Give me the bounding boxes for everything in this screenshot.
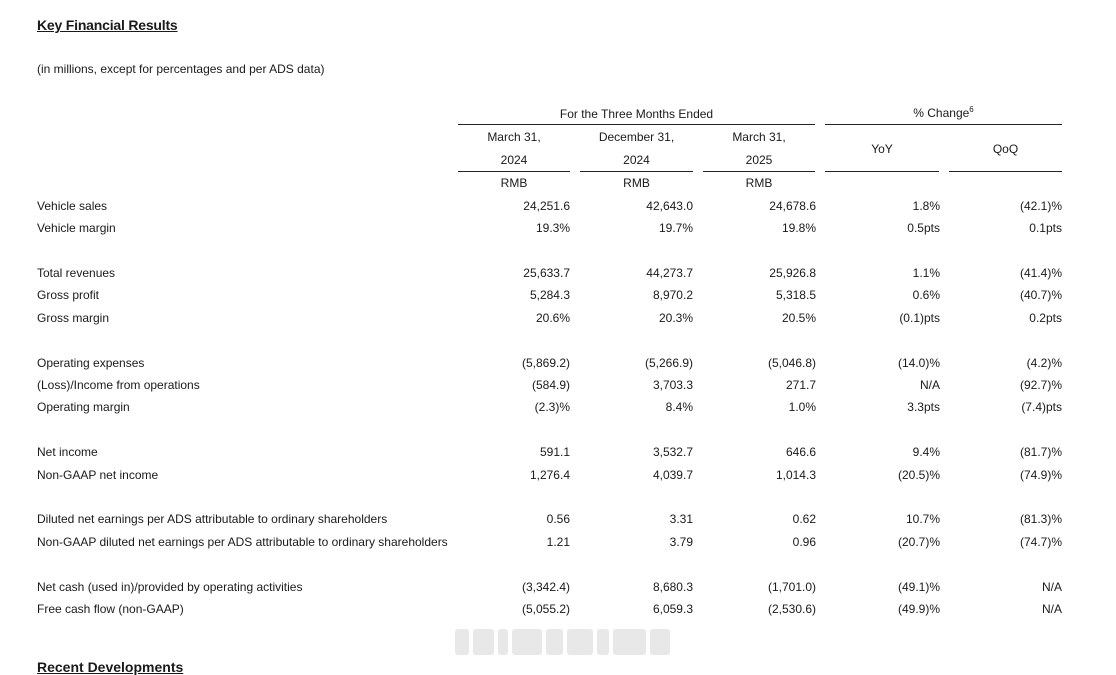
cell-q1-2024: (584.9): [531, 378, 570, 392]
cell-yoy: (20.7)%: [897, 535, 940, 549]
cell-qoq: N/A: [1041, 580, 1062, 594]
col-rule-yoy: [825, 171, 939, 172]
col-header-q1-2025-line1: March 31,: [732, 130, 786, 144]
next-section-title: Recent Developments: [37, 659, 184, 675]
col-header-q1-2024-line1: March 31,: [487, 130, 541, 144]
cell-q4-2024: 3,703.3: [652, 378, 693, 392]
cell-yoy: 0.5pts: [907, 221, 940, 235]
cell-q1-2025: 25,926.8: [769, 266, 816, 280]
cell-q4-2024: (5,266.9): [644, 356, 693, 370]
col-header-q4-2024-line2: 2024: [623, 153, 650, 167]
col-header-q4-2024-line1: December 31,: [598, 130, 675, 144]
col-header-qoq: QoQ: [992, 142, 1019, 156]
row-label: Vehicle margin: [37, 221, 116, 235]
cell-q4-2024: 44,273.7: [646, 266, 693, 280]
row-label: Operating expenses: [37, 356, 145, 370]
cell-q4-2024: 19.7%: [658, 221, 693, 235]
header-period-rule: [458, 124, 815, 125]
row-label: Free cash flow (non-GAAP): [37, 602, 184, 616]
row-label: Non-GAAP net income: [37, 468, 159, 482]
cell-q1-2025: 646.6: [785, 445, 816, 459]
cell-qoq: (74.9)%: [1019, 468, 1062, 482]
cell-q1-2024: 24,251.6: [523, 199, 570, 213]
cell-qoq: 0.2pts: [1029, 311, 1062, 325]
cell-q1-2024: 19.3%: [535, 221, 570, 235]
cell-yoy: (0.1)pts: [899, 311, 940, 325]
cell-yoy: 1.1%: [912, 266, 940, 280]
cell-qoq: (7.4)pts: [1021, 400, 1062, 414]
cell-q1-2024: (5,869.2): [521, 356, 570, 370]
cell-q1-2025: 24,678.6: [769, 199, 816, 213]
cell-yoy: 9.4%: [912, 445, 940, 459]
header-change-rule: [825, 124, 1062, 125]
row-label: Net income: [37, 445, 98, 459]
cell-q4-2024: 3,532.7: [652, 445, 693, 459]
cell-q1-2025: 20.5%: [781, 311, 816, 325]
table-subtitle: (in millions, except for percentages and per ADS data): [37, 62, 325, 76]
cell-q1-2024: 1,276.4: [529, 468, 570, 482]
cell-q4-2024: 8.4%: [665, 400, 693, 414]
cell-q1-2024: 1.21: [546, 535, 570, 549]
cell-q1-2025: (1,701.0): [767, 580, 816, 594]
row-label: Gross profit: [37, 288, 100, 302]
cell-q1-2025: 271.7: [785, 378, 816, 392]
cell-yoy: 1.8%: [912, 199, 940, 213]
col-rule-q1-2024: [458, 171, 570, 172]
row-label: Gross margin: [37, 311, 110, 325]
header-change-label: % Change: [913, 106, 970, 120]
row-label: Diluted net earnings per ADS attributable to ordinary shareholders: [37, 512, 388, 526]
cell-q4-2024: 6,059.3: [652, 602, 693, 616]
cell-q1-2024: 5,284.3: [529, 288, 570, 302]
cell-q4-2024: 3.31: [669, 512, 693, 526]
cell-qoq: (92.7)%: [1019, 378, 1062, 392]
col-unit-q1-2024: RMB: [500, 176, 528, 190]
col-header-q1-2024-line2: 2024: [500, 153, 528, 167]
col-header-q1-2025-line2: 2025: [745, 153, 773, 167]
cell-yoy: (14.0)%: [897, 356, 940, 370]
cell-q1-2024: (3,342.4): [521, 580, 570, 594]
row-label: Net cash (used in)/provided by operating activities: [37, 580, 303, 594]
cell-yoy: (49.1)%: [897, 580, 940, 594]
cell-q1-2025: 1,014.3: [775, 468, 816, 482]
cell-q1-2025: 19.8%: [781, 221, 816, 235]
col-unit-q1-2025: RMB: [745, 176, 773, 190]
cell-qoq: (4.2)%: [1026, 356, 1062, 370]
footnote-marker: 6: [969, 105, 974, 114]
cell-q1-2025: 5,318.5: [775, 288, 816, 302]
header-change-group: [825, 105, 1062, 120]
cell-qoq: (42.1)%: [1019, 199, 1062, 213]
cell-q1-2025: 0.62: [792, 512, 816, 526]
row-label: Operating margin: [37, 400, 130, 414]
cell-qoq: (74.7)%: [1019, 535, 1062, 549]
col-rule-q4-2024: [580, 171, 693, 172]
section-title: Key Financial Results: [37, 17, 178, 33]
row-label: Vehicle sales: [37, 199, 108, 213]
cell-q1-2024: 20.6%: [535, 311, 570, 325]
col-unit-q4-2024: RMB: [623, 176, 650, 190]
cell-qoq: (81.3)%: [1019, 512, 1062, 526]
cell-yoy: 10.7%: [905, 512, 940, 526]
watermark-image: [455, 623, 670, 661]
cell-q1-2024: 25,633.7: [523, 266, 570, 280]
col-header-yoy: YoY: [871, 142, 893, 156]
col-rule-q1-2025: [703, 171, 815, 172]
cell-q1-2025: 0.96: [792, 535, 816, 549]
cell-yoy: (20.5)%: [897, 468, 940, 482]
cell-q4-2024: 8,970.2: [652, 288, 693, 302]
cell-yoy: (49.9)%: [897, 602, 940, 616]
cell-q1-2024: (2.3)%: [534, 400, 570, 414]
cell-q1-2024: 0.56: [546, 512, 570, 526]
row-label: Total revenues: [37, 266, 116, 280]
cell-qoq: (81.7)%: [1019, 445, 1062, 459]
row-label: (Loss)/Income from operations: [37, 378, 200, 392]
cell-qoq: (40.7)%: [1019, 288, 1062, 302]
cell-yoy: 0.6%: [912, 288, 940, 302]
cell-q1-2025: (5,046.8): [767, 356, 816, 370]
cell-qoq: (41.4)%: [1019, 266, 1062, 280]
cell-q1-2025: 1.0%: [788, 400, 816, 414]
cell-yoy: 3.3pts: [907, 400, 940, 414]
cell-q4-2024: 8,680.3: [652, 580, 693, 594]
cell-qoq: 0.1pts: [1029, 221, 1062, 235]
col-rule-qoq: [949, 171, 1062, 172]
cell-q4-2024: 42,643.0: [646, 199, 693, 213]
cell-q4-2024: 20.3%: [658, 311, 693, 325]
cell-q4-2024: 3.79: [669, 535, 693, 549]
cell-q1-2024: 591.1: [539, 445, 570, 459]
cell-q1-2025: (2,530.6): [767, 602, 816, 616]
cell-q1-2024: (5,055.2): [521, 602, 570, 616]
cell-qoq: N/A: [1041, 602, 1062, 616]
row-label: Non-GAAP diluted net earnings per ADS attributable to ordinary shareholders: [37, 535, 448, 549]
cell-yoy: N/A: [919, 378, 940, 392]
header-period-group: For the Three Months Ended: [559, 107, 714, 121]
cell-q4-2024: 4,039.7: [652, 468, 693, 482]
